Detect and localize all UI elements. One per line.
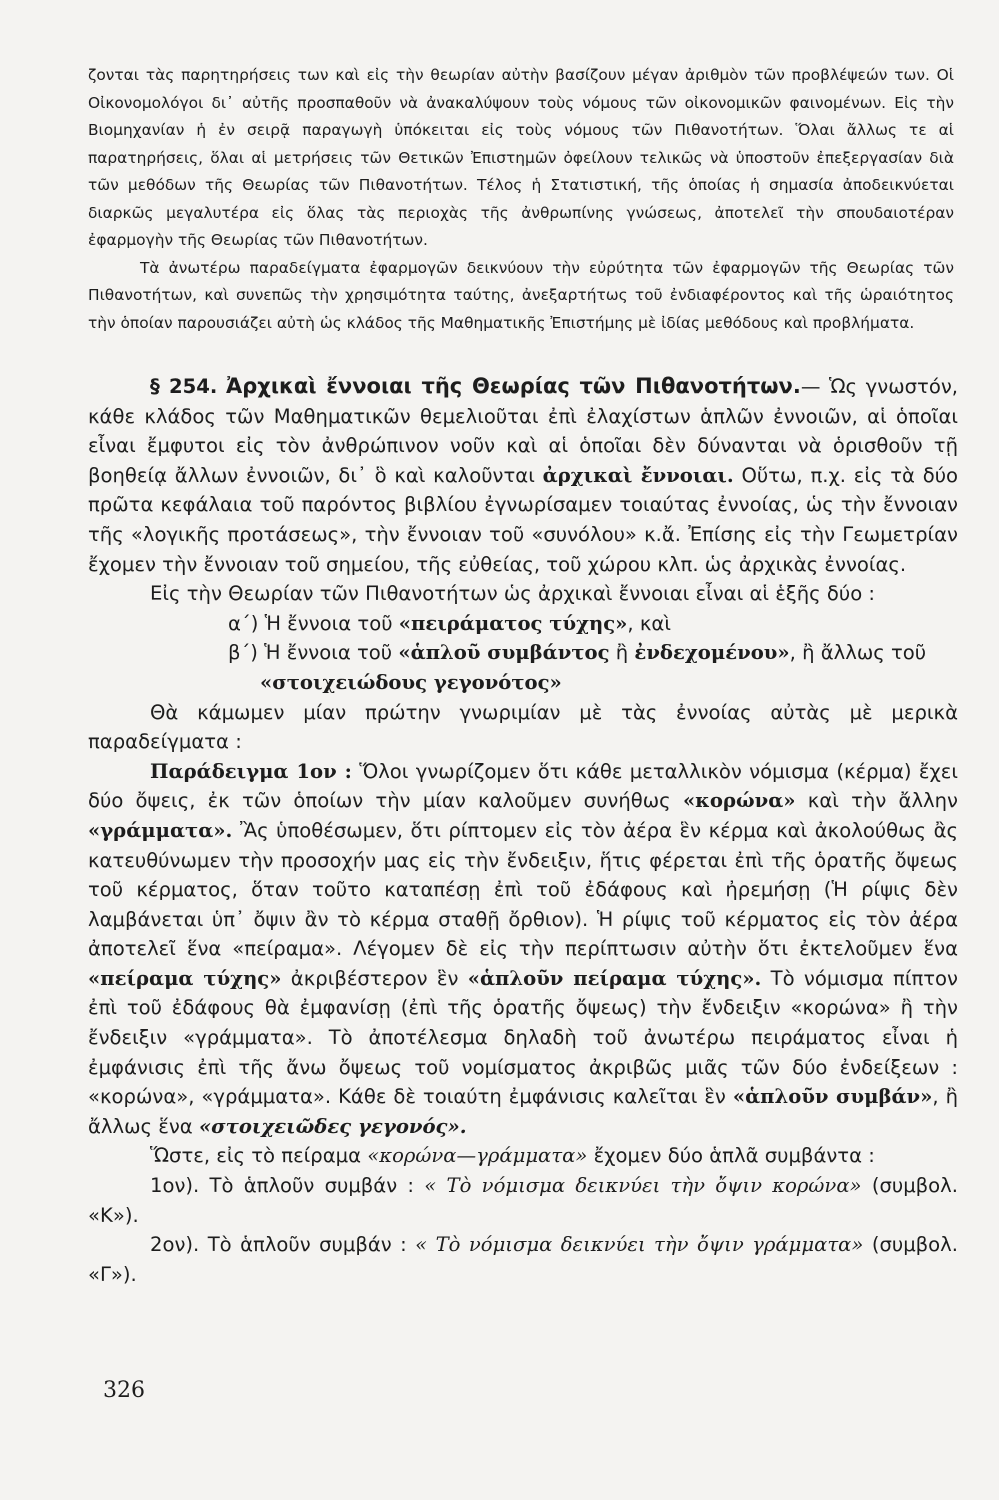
term-archikai-ennoiai: ἀρχικαὶ ἔννοιαι. [542,463,734,487]
example-1: Παράδειγμα 1ον : Ὅλοι γνωρίζομεν ὅτι κάθε μεταλλικὸν νόμισμα (κέρμα) ἔχει δύο ὄψεις, ἐκ τῶν ὁποίων τὴν μίαν καλοῦμεν συνήθως «κορώνα» καὶ τὴν ἄλλην «γράμματα». Ἂς ὑποθέσωμεν, ὅτι ρίπτομεν εἰς τὸν ἀέρα ἓν κέρμα καὶ ἀκολούθως ἂς κατευθύνωμεν τὴν προσοχήν μας εἰς τὴν ἔνδειξιν, ἥτις φέρεται ἐπὶ τῆς ὁρατῆς ὄψεως τοῦ κέρματος, ὅταν τοῦτο καταπέσῃ ἐπὶ τοῦ ἐδάφους καὶ ἠρεμήσῃ (Ἡ ρίψις δὲν λαμβάνεται ὑπ᾽ ὄψιν ἂν τὸ κέρμα σταθῇ ὄρθιον). Ἡ ρίψις τοῦ κέρματος εἰς τὸν ἀέρα ἀποτελεῖ ἕνα «πείραμα». Λέγομεν δὲ εἰς τὴν περίπτωσιν αὐτὴν ὅτι ἐκτελοῦμεν ἕνα «πείραμα τύχης» ἀκριβέστερον ἓν «ἁπλοῦν πείραμα τύχης». Τὸ νόμισμα πίπτον ἐπὶ τοῦ ἐδάφους θὰ ἐμφανίσῃ (ἐπὶ τῆς ὁρατῆς ὄψεως) τὴν ἔνδειξιν «κορώνα» ἢ τὴν ἔνδειξιν «γράμματα». Τὸ ἀποτέλεσμα δηλαδὴ τοῦ ἀνωτέρω πειράματος εἶναι ἡ ἐμφάνισις ἐπὶ τῆς ἄνω ὄψεως τοῦ νομίσματος ἀκριβῶς μιᾶς τῶν δύο ἐνδείξεων : «κορώνα», «γράμματα». Κάθε δὲ τοιαύτη ἐμφάνισις καλεῖται ἓν «ἁπλοῦν συμβάν», ἢ ἄλλως ἕνα «στοιχειῶδες γεγονός». [88,759,959,1138]
page-number: 326 [103,1378,145,1403]
list-item-b-cont: «στοιχειώδους γεγονότος» [260,670,562,694]
list-item-a: α΄) Ἡ ἔννοια τοῦ «πειράματος τύχης», καὶ [228,611,671,635]
section-title: Ἀρχικαὶ ἔννοιαι τῆς Θεωρίας τῶν Πιθανοτήτων. [225,374,801,398]
section-body [88,372,958,1289]
section-paragraph-1: § 254. Ἀρχικαὶ ἔννοιαι τῆς Θεωρίας τῶν Πιθανοτήτων.— Ὡς γνωστόν, κάθε κλάδος τῶν Μαθηματικῶν θεμελιοῦται ἐπὶ ἐλαχίστων ἁπλῶν ἐννοιῶν, αἱ ὁποῖαι εἶναι ἔμφυτοι εἰς τὸν ἀνθρώπινον νοῦν καὶ αἱ ὁποῖαι δὲν δύνανται νὰ ὁρισθοῦν τῇ βοηθείᾳ ἄλλων ἐννοιῶν, δι᾽ ὃ καὶ καλοῦνται ἀρχικαὶ ἔννοιαι. Οὕτω, π.χ. εἰς τὰ δύο πρῶτα κεφάλαια τοῦ παρόντος βιβλίου ἐγνωρίσαμεν τοιαύτας ἐννοίας, ὡς τὴν ἔννοιαν τῆς «λογικῆς προτάσεως», τὴν ἔννοιαν τοῦ «συνόλου» κ.ἄ. Ἐπίσης εἰς τὴν Γεωμετρίαν ἔχομεν τὴν ἔννοιαν τοῦ σημείου, τῆς εὐθείας, τοῦ χώρου κλπ. ὡς ἀρχικὰς ἐννοίας. [88,374,959,576]
section-paragraph-2: Εἰς τὴν Θεωρίαν τῶν Πιθανοτήτων ὡς ἀρχικαὶ ἔννοιαι εἶναι αἱ ἑξῆς δύο : [150,582,876,606]
list-item-b: β΄) Ἡ ἔννοια τοῦ «ἁπλοῦ συμβάντος ἢ ἐνδεχομένου», ἢ ἄλλως τοῦ [228,641,927,665]
section-paragraph-3: Θὰ κάμωμεν μίαν πρώτην γνωριμίαν μὲ τὰς ἐννοίας αὐτὰς μὲ μερικὰ παραδείγματα : [88,700,958,754]
example-label: Παράδειγμα 1ον : [150,759,352,783]
section-number: § 254. [150,375,218,398]
intro-paragraph-2: Τὰ ἀνωτέρω παραδείγματα ἐφαρμογῶν δεικνύουν τὴν εὐρύτητα τῶν ἐφαρμογῶν τῆς Θεωρίας τῶν Πιθανοτήτων, καὶ συνεπῶς τὴν χρησιμότητα ταύτης, ἀνεξαρτήτως τοῦ ἐνδιαφέροντος καὶ τῆς ὡραιότητος τὴν ὁποίαν παρουσιάζει αὐτὴ ὡς κλάδος τῆς Μαθηματικῆς Ἐπιστήμης μὲ ἰδίας μεθόδους καὶ προβλήματα. [88,258,954,332]
event-2: 2ον). Τὸ ἁπλοῦν συμβάν : « Τὸ νόμισμα δεικνύει τὴν ὄψιν γράμματα» (συμβολ. «Γ»). [88,1233,958,1286]
section-paragraph-4: Ὥστε, εἰς τὸ πείραμα «κορώνα—γράμματα» ἔχομεν δύο ἁπλᾶ συμβάντα : [150,1144,875,1168]
intro-paragraph-1: ζονται τὰς παρητηρήσεις των καὶ εἰς τὴν θεωρίαν αὐτὴν βασίζουν μέγαν ἀριθμὸν τῶν προβλέψεών των. Οἱ Οἰκονομολόγοι δι᾽ αὐτῆς προσπαθοῦν νὰ ἀνακαλύψουν τοὺς νόμους τῶν οἰκονομικῶν φαινομένων. Εἰς τὴν Βιομηχανίαν ἡ ἐν σειρᾷ παραγωγὴ ὑπόκειται εἰς τοὺς νόμους τῶν Πιθανοτήτων. Ὅλαι ἄλλως τε αἱ παρατηρήσεις, ὅλαι αἱ μετρήσεις τῶν Θετικῶν Ἐπιστημῶν ὀφείλουν τελικῶς νὰ ὑποστοῦν ἐπεξεργασίαν διὰ τῶν μεθόδων τῆς Θεωρίας τῶν Πιθανοτήτων. Τέλος ἡ Στατιστική, τῆς ὁποίας ἡ σημασία ἀποδεικνύεται διαρκῶς μεγαλυτέρα εἰς ὅλας τὰς περιοχὰς τῆς ἀνθρωπίνης γνώσεως, ἀποτελεῖ τὴν σπουδαιοτέραν ἐφαρμογὴν τῆς Θεωρίας τῶν Πιθανοτήτων. [88,66,954,249]
intro-text [88,62,954,337]
event-1: 1ον). Τὸ ἁπλοῦν συμβάν : « Τὸ νόμισμα δεικνύει τὴν ὄψιν κορώνα» (συμβολ. «Κ»). [88,1174,958,1227]
